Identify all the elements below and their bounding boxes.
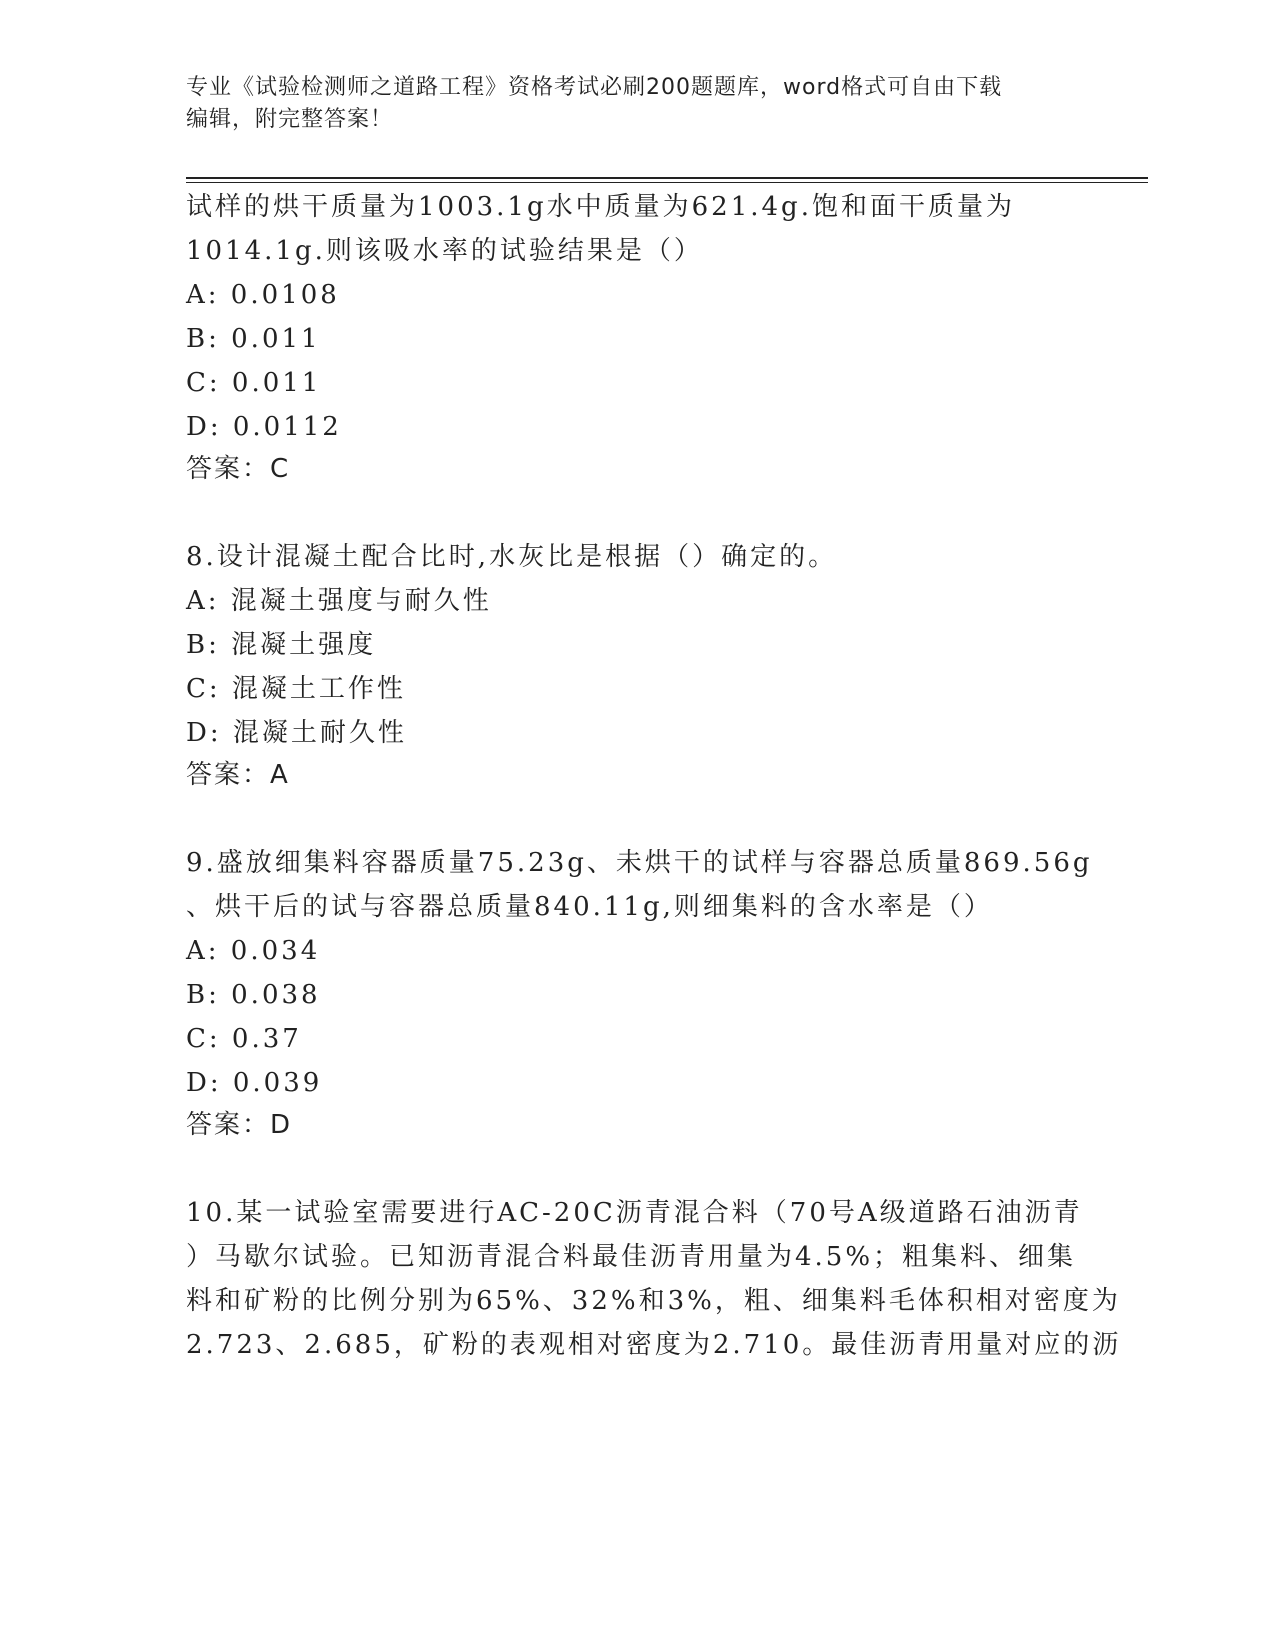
header-title-line-2: 编辑，附完整答案！ [186, 107, 394, 132]
question-8-stem-line-1: 8.设计混凝土配合比时,水灰比是根据（）确定的。 [186, 542, 838, 572]
question-10-stem-line-2: ）马歇尔试验。已知沥青混合料最佳沥青用量为4.5%；粗集料、细集 [186, 1242, 1077, 1272]
header-divider-thick [186, 177, 1148, 179]
document-header [186, 72, 1066, 136]
question-9-stem-line-1: 9.盛放细集料容器质量75.23g、未烘干的试样与容器总质量869.56g [186, 848, 1093, 878]
question-10-stem-line-3: 料和矿粉的比例分别为65%、32%和3%，粗、细集料毛体积相对密度为 [186, 1286, 1121, 1316]
question-8-option-d: D: 混凝土耐久性 [186, 718, 407, 748]
question-7-stem-line-2: 1014.1g.则该吸水率的试验结果是（） [186, 236, 703, 266]
header-title-line-1: 专业《试验检测师之道路工程》资格考试必刷200题题库，word格式可自由下载 [186, 75, 1003, 100]
question-9-stem-line-2: 、烘干后的试与容器总质量840.11g,则细集料的含水率是（） [186, 892, 993, 922]
question-8-option-c: C: 混凝土工作性 [186, 674, 406, 704]
question-7-option-a: A: 0.0108 [186, 280, 340, 310]
question-9-option-b: B: 0.038 [186, 980, 321, 1010]
question-9-option-a: A: 0.034 [186, 936, 321, 966]
question-7-option-d: D: 0.0112 [186, 412, 342, 442]
question-7-answer: 答案：C [186, 454, 291, 484]
question-10-stem-line-1: 10.某一试验室需要进行AC-20C沥青混合料（70号A级道路石油沥青 [186, 1198, 1083, 1228]
question-7-option-b: B: 0.011 [186, 324, 321, 354]
question-10-stem-line-4: 2.723、2.685，矿粉的表观相对密度为2.710。最佳沥青用量对应的沥 [186, 1330, 1122, 1360]
question-7-stem-line-1: 试样的烘干质量为1003.1g水中质量为621.4g.饱和面干质量为 [186, 192, 1015, 222]
question-8-answer: 答案：A [186, 760, 290, 790]
question-8-option-a: A: 混凝土强度与耐久性 [186, 586, 492, 616]
question-7-option-c: C: 0.011 [186, 368, 322, 398]
question-9-option-c: C: 0.37 [186, 1024, 302, 1054]
header-divider-thin [186, 182, 1148, 183]
question-9-answer: 答案：D [186, 1110, 293, 1140]
question-9-option-d: D: 0.039 [186, 1068, 323, 1098]
question-8-option-b: B: 混凝土强度 [186, 630, 377, 660]
